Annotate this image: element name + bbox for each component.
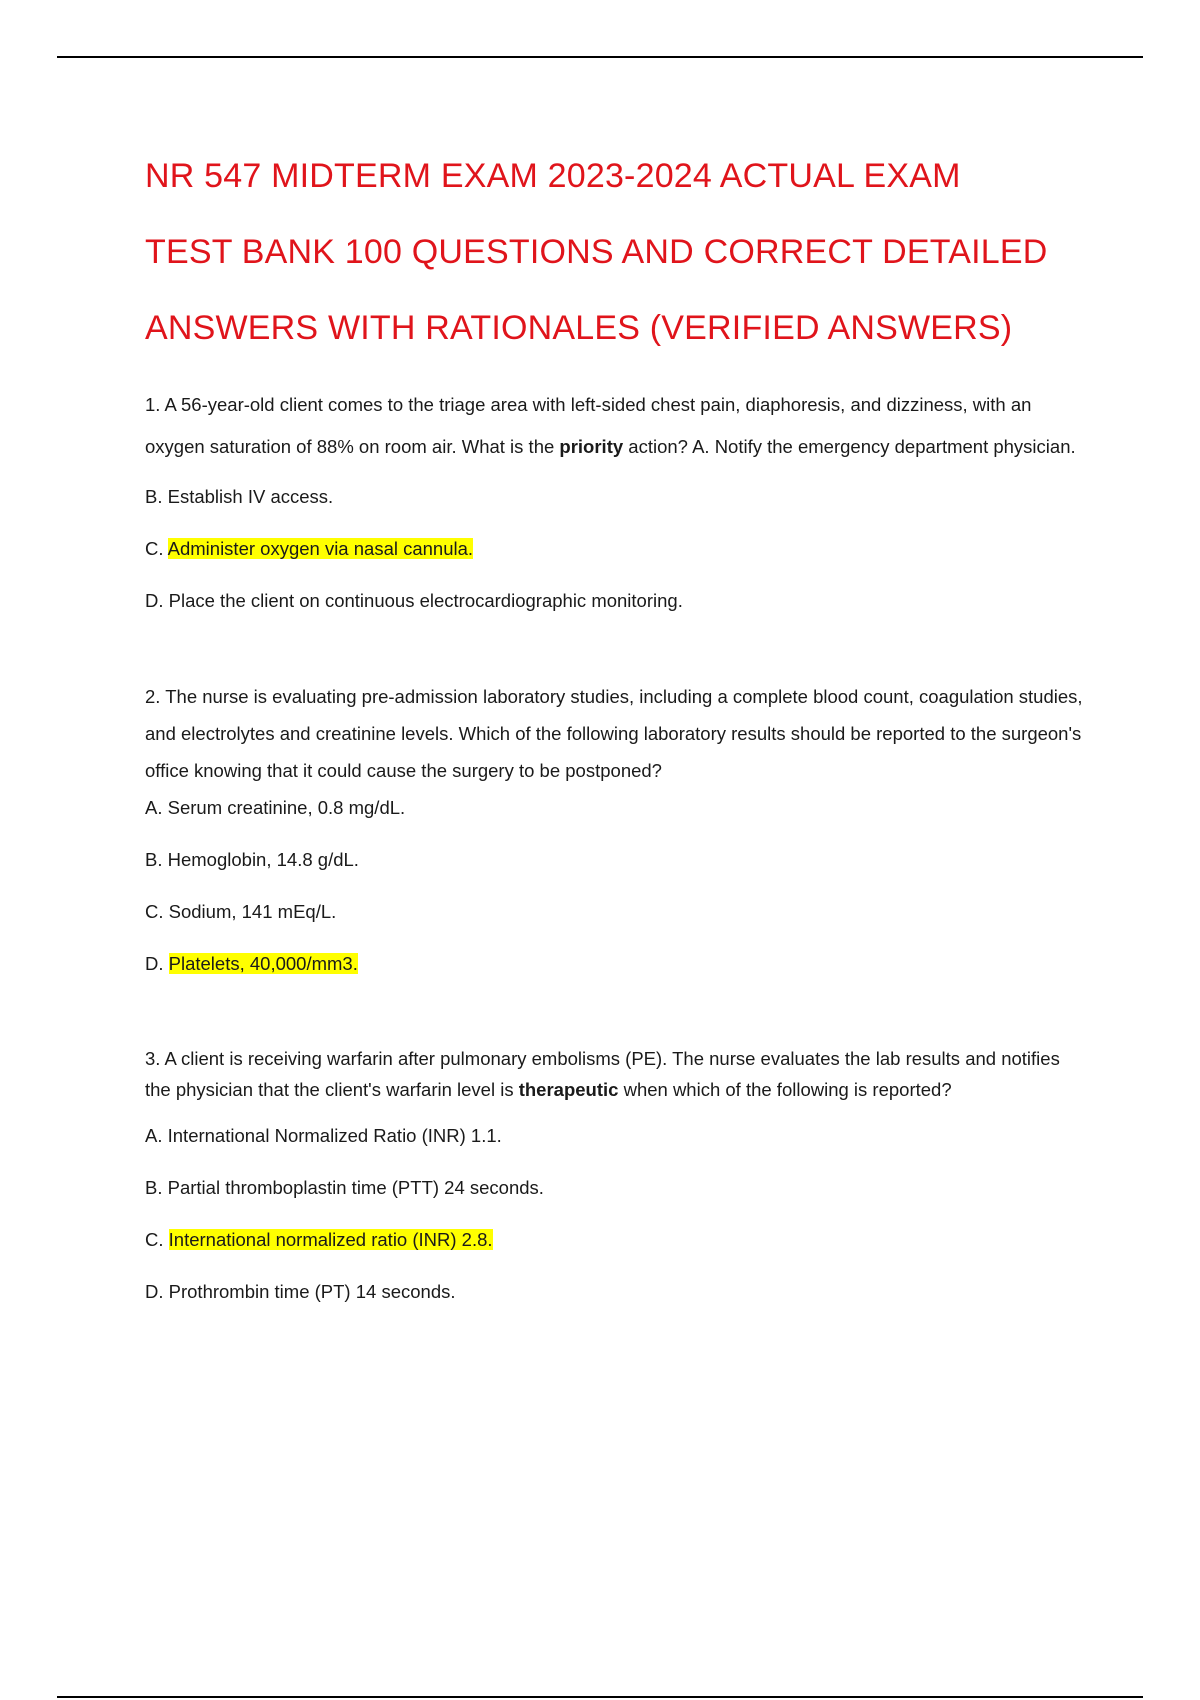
title-line-1: NR 547 MIDTERM EXAM 2023-2024 ACTUAL EXAM [145,157,961,195]
question-1 [145,384,1085,612]
question-3-emphasis: therapeutic [518,1079,619,1100]
question-3 [145,1043,1085,1303]
document-title [145,138,1085,366]
question-3-option-c: C. International normalized ratio (INR) 2.8. [145,1229,493,1250]
question-2-option-a: A. Serum creatinine, 0.8 mg/dL. [145,797,406,818]
question-2-option-b: B. Hemoglobin, 14.8 g/dL. [145,849,359,870]
question-3-option-b: B. Partial thromboplastin time (PTT) 24 seconds. [145,1177,544,1198]
document-body [145,138,1085,1303]
title-line-3: ANSWERS WITH RATIONALES (VERIFIED ANSWERS) [145,309,1013,347]
bottom-divider [57,1696,1143,1698]
question-2-stem: 2. The nurse is evaluating pre-admission laboratory studies, including a complete blood count, coagulation studies, and electrolytes and creatinine levels. Which of the following laboratory results should be reported to the surgeon's office knowing that it could cause the surgery to be postponed? [145,686,1083,781]
question-3-stem: 3. A client is receiving warfarin after pulmonary embolisms (PE). The nurse evaluates the lab results and notifies the physician that the client's warfarin level is therapeutic when which of the following is reported? [145,1048,1060,1100]
question-1-emphasis: priority [559,436,624,457]
question-1-option-b: B. Establish IV access. [145,486,334,507]
question-2 [145,678,1085,975]
title-line-2: TEST BANK 100 QUESTIONS AND CORRECT DETAILED [145,233,1048,271]
question-2-option-d: D. Platelets, 40,000/mm3. [145,953,358,974]
question-3-option-d: D. Prothrombin time (PT) 14 seconds. [145,1281,456,1302]
answer-highlight: International normalized ratio (INR) 2.8. [168,1229,493,1250]
question-1-stem: 1. A 56-year-old client comes to the triage area with left-sided chest pain, diaphoresis, and dizziness, with an oxygen saturation of 88% on room air. What is the priority action? A. Notify the emergency department physician. [145,394,1076,457]
question-1-option-d: D. Place the client on continuous electrocardiographic monitoring. [145,590,683,611]
answer-highlight: Platelets, 40,000/mm3. [168,953,358,974]
answer-highlight: Administer oxygen via nasal cannula. [167,538,474,559]
question-2-option-c: C. Sodium, 141 mEq/L. [145,901,337,922]
question-3-option-a: A. International Normalized Ratio (INR) 1.1. [145,1125,502,1146]
question-1-option-c: C. Administer oxygen via nasal cannula. [145,538,474,559]
top-divider [57,56,1143,58]
